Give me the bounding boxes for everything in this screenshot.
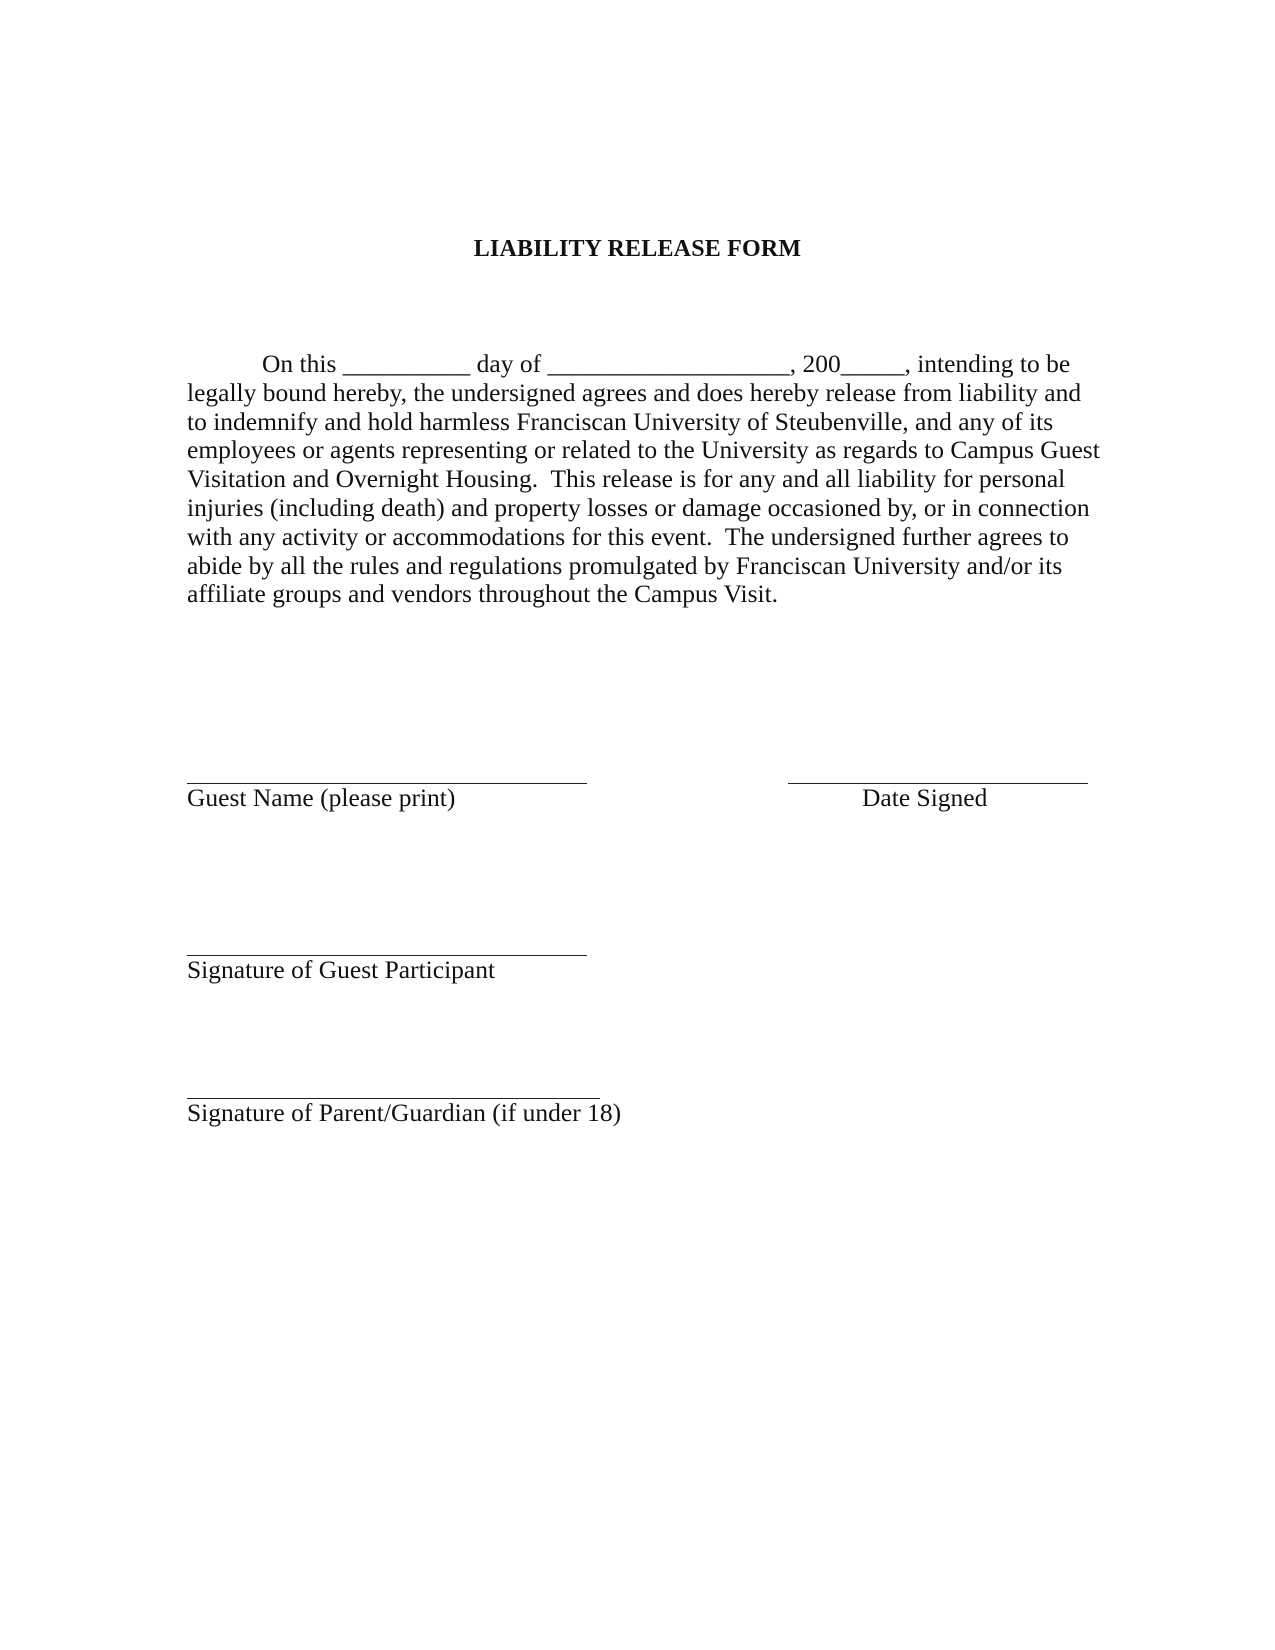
paragraph-line: On this __________ day of ___________________, 200_____, intending to be — [262, 349, 1071, 378]
paragraph-line: Visitation and Overnight Housing. This release is for any and all liability for personal — [187, 464, 1066, 494]
guest-name-label: Guest Name (please print) — [187, 783, 456, 812]
paragraph-line: abide by all the rules and regulations promulgated by Franciscan University and/or its — [187, 550, 1063, 580]
release-paragraph — [187, 349, 1100, 609]
paragraph-line: to indemnify and hold harmless Franciscan University of Steubenville, and any of its — [187, 406, 1054, 436]
paragraph-line: injuries (including death) and property losses or damage occasioned by, or in connection — [187, 492, 1090, 522]
guest-signature-label: Signature of Guest Participant — [187, 955, 496, 984]
paragraph-line: legally bound hereby, the undersigned agrees and does hereby release from liability and — [187, 377, 1082, 407]
form-title: LIABILITY RELEASE FORM — [473, 236, 802, 262]
date-signed-label: Date Signed — [862, 783, 988, 812]
parent-signature-label: Signature of Parent/Guardian (if under 18) — [187, 1098, 622, 1127]
paragraph-line: affiliate groups and vendors throughout the Campus Visit. — [187, 579, 779, 609]
paragraph-line: with any activity or accommodations for this event. The undersigned further agrees to — [187, 521, 1069, 551]
paragraph-line: employees or agents representing or related to the University as regards to Campus Guest — [187, 435, 1100, 465]
